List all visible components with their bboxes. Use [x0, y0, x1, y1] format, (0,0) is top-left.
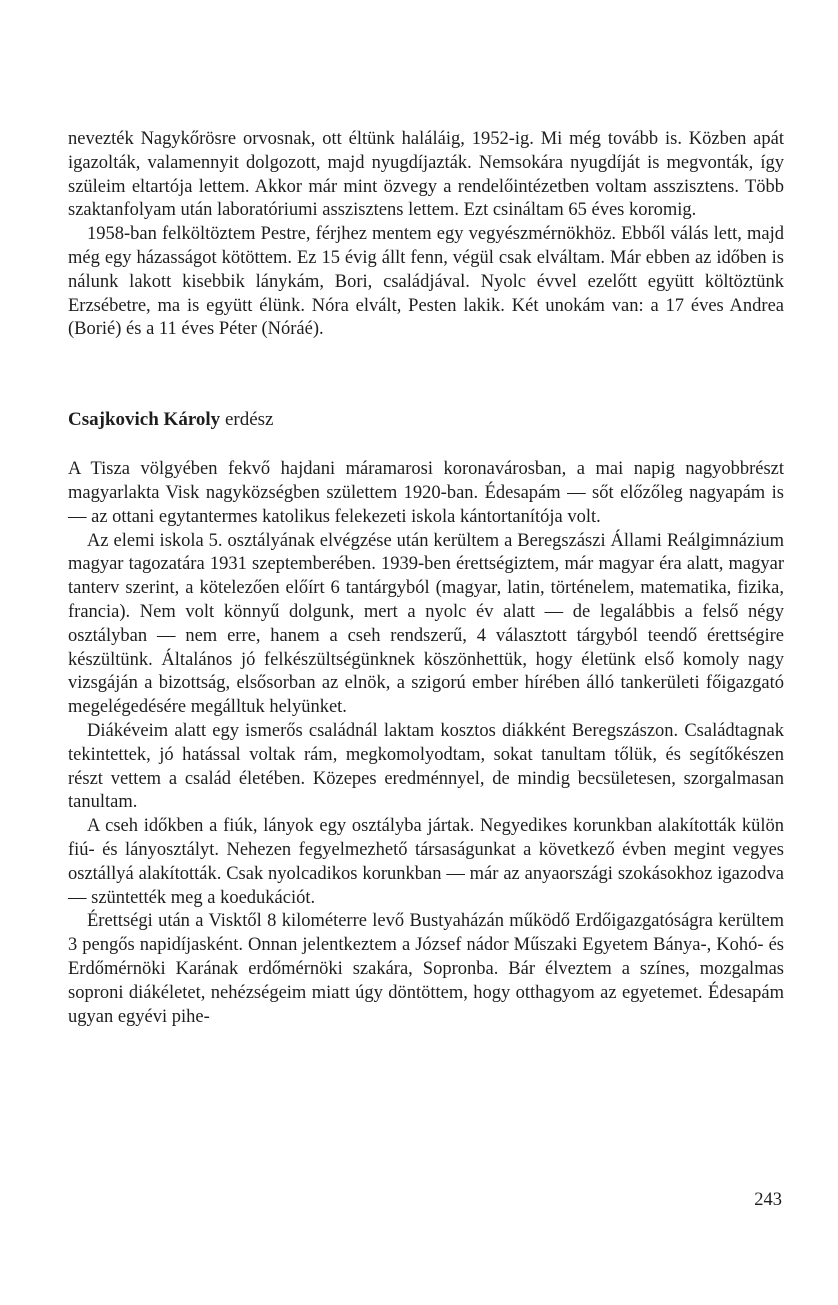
- paragraph: A Tisza völgyében fekvő hajdani máramarosi koronavárosban, a mai napig nagyobbrészt magyarlakta Visk nagyközségben születtem 1920-ban. Édesapám — sőt előzőleg nagyapám is — az ottani egytantermes katolikus felekezeti iskola kántortanítója volt.: [68, 459, 784, 527]
- page-body: [68, 128, 784, 1029]
- heading-name: Csajkovich Károly: [68, 409, 221, 431]
- page-number: 243: [754, 1190, 782, 1210]
- paragraph: Diákéveim alatt egy ismerős családnál laktam kosztos diákként Beregszászon. Családtagnak tekintettek, jó hatással voltak rám, megkomolyodtam, sokat tanultam tőlük, és segítőkészen részt vettem a család életében. Közepes eredménnyel, de mindig becsületesen, szorgalmasan tanultam.: [68, 720, 784, 813]
- paragraph: nevezték Nagykőrösre orvosnak, ott éltünk haláláig, 1952-ig. Mi még tovább is. Közben apát igazolták, valamennyit dolgozott, majd nyugdíjazták. Nemsokára nyugdíját is megvonták, így szüleim eltartója lettem. Akkor már mint özvegy a rendelőintézetben voltam asszisztens. Több szaktanfolyam után laboratóriumi asszisztens lettem. Ezt csináltam 65 éves koromig.: [68, 129, 784, 221]
- paragraph: 1958-ban felköltöztem Pestre, férjhez mentem egy vegyészmérnökhöz. Ebből válás lett, majd még egy házasságot kötöttem. Ez 15 évig állt fenn, végül csak elváltam. Már ebben az időben is nálunk lakott kisebbik lánykám, Bori, családjával. Nyolc évvel ezelőtt együtt költöztünk Erzsébetre, ma is együtt élünk. Nóra elvált, Pesten lakik. Két unokám van: a 17 éves Andrea (Borié) és a 11 éves Péter (Nóráé).: [68, 224, 784, 340]
- heading-gap: [68, 432, 784, 458]
- heading-occupation: erdész: [224, 409, 274, 431]
- section-gap: [68, 342, 784, 408]
- paragraph: A cseh időkben a fiúk, lányok egy osztályba jártak. Negyedikes korunkban alakították külön fiú- és lányosztályt. Nehezen fegyelmezhető társaságunkat a következő évben megint vegyes osztállyá alakították. Csak nyolcadikos korunkban — már az anyaországi szokásokhoz igazodva — szüntették meg a koedukációt.: [68, 816, 784, 908]
- paragraph: Az elemi iskola 5. osztályának elvégzése után kerültem a Beregszászi Állami Reálgimnázium magyar tagozatára 1931 szeptemberében. 1939-ben érettségiztem, már magyar éra alatt, magyar tanterv szerint, a kötelezően előírt 6 tantárgyból (magyar, latin, történelem, matematika, fizika, francia). Nem volt könnyű dolgunk, mert a nyolc év alatt — de legalábbis a felső négy osztályban — nem erre, hanem a cseh rendszerű, 4 választott tárgyból teendő érettségire készültünk. Általános jó felkészültségünknek köszönhettük, hogy életünk első komoly nagy vizsgáján a bizottság, elsősorban az elnök, a szigorú ember hírében álló tankerületi főigazgató megelégedésére megálltuk helyünket.: [68, 530, 784, 718]
- section-heading: [68, 408, 784, 432]
- paragraph: Érettségi után a Visktől 8 kilométerre levő Bustyaházán működő Erdőigazgatóságra kerültem 3 pengős napidíjasként. Onnan jelentkeztem a József nádor Műszaki Egyetem Bánya-, Kohó- és Erdőmérnöki Karának erdőmérnöki szakára, Sopronba. Bár élveztem a színes, mozgalmas soproni diákéletet, nehézségeim miatt úgy döntöttem, hogy otthagyom az egyetemet. Édesapám ugyan egyévi pihe-: [68, 911, 784, 1027]
